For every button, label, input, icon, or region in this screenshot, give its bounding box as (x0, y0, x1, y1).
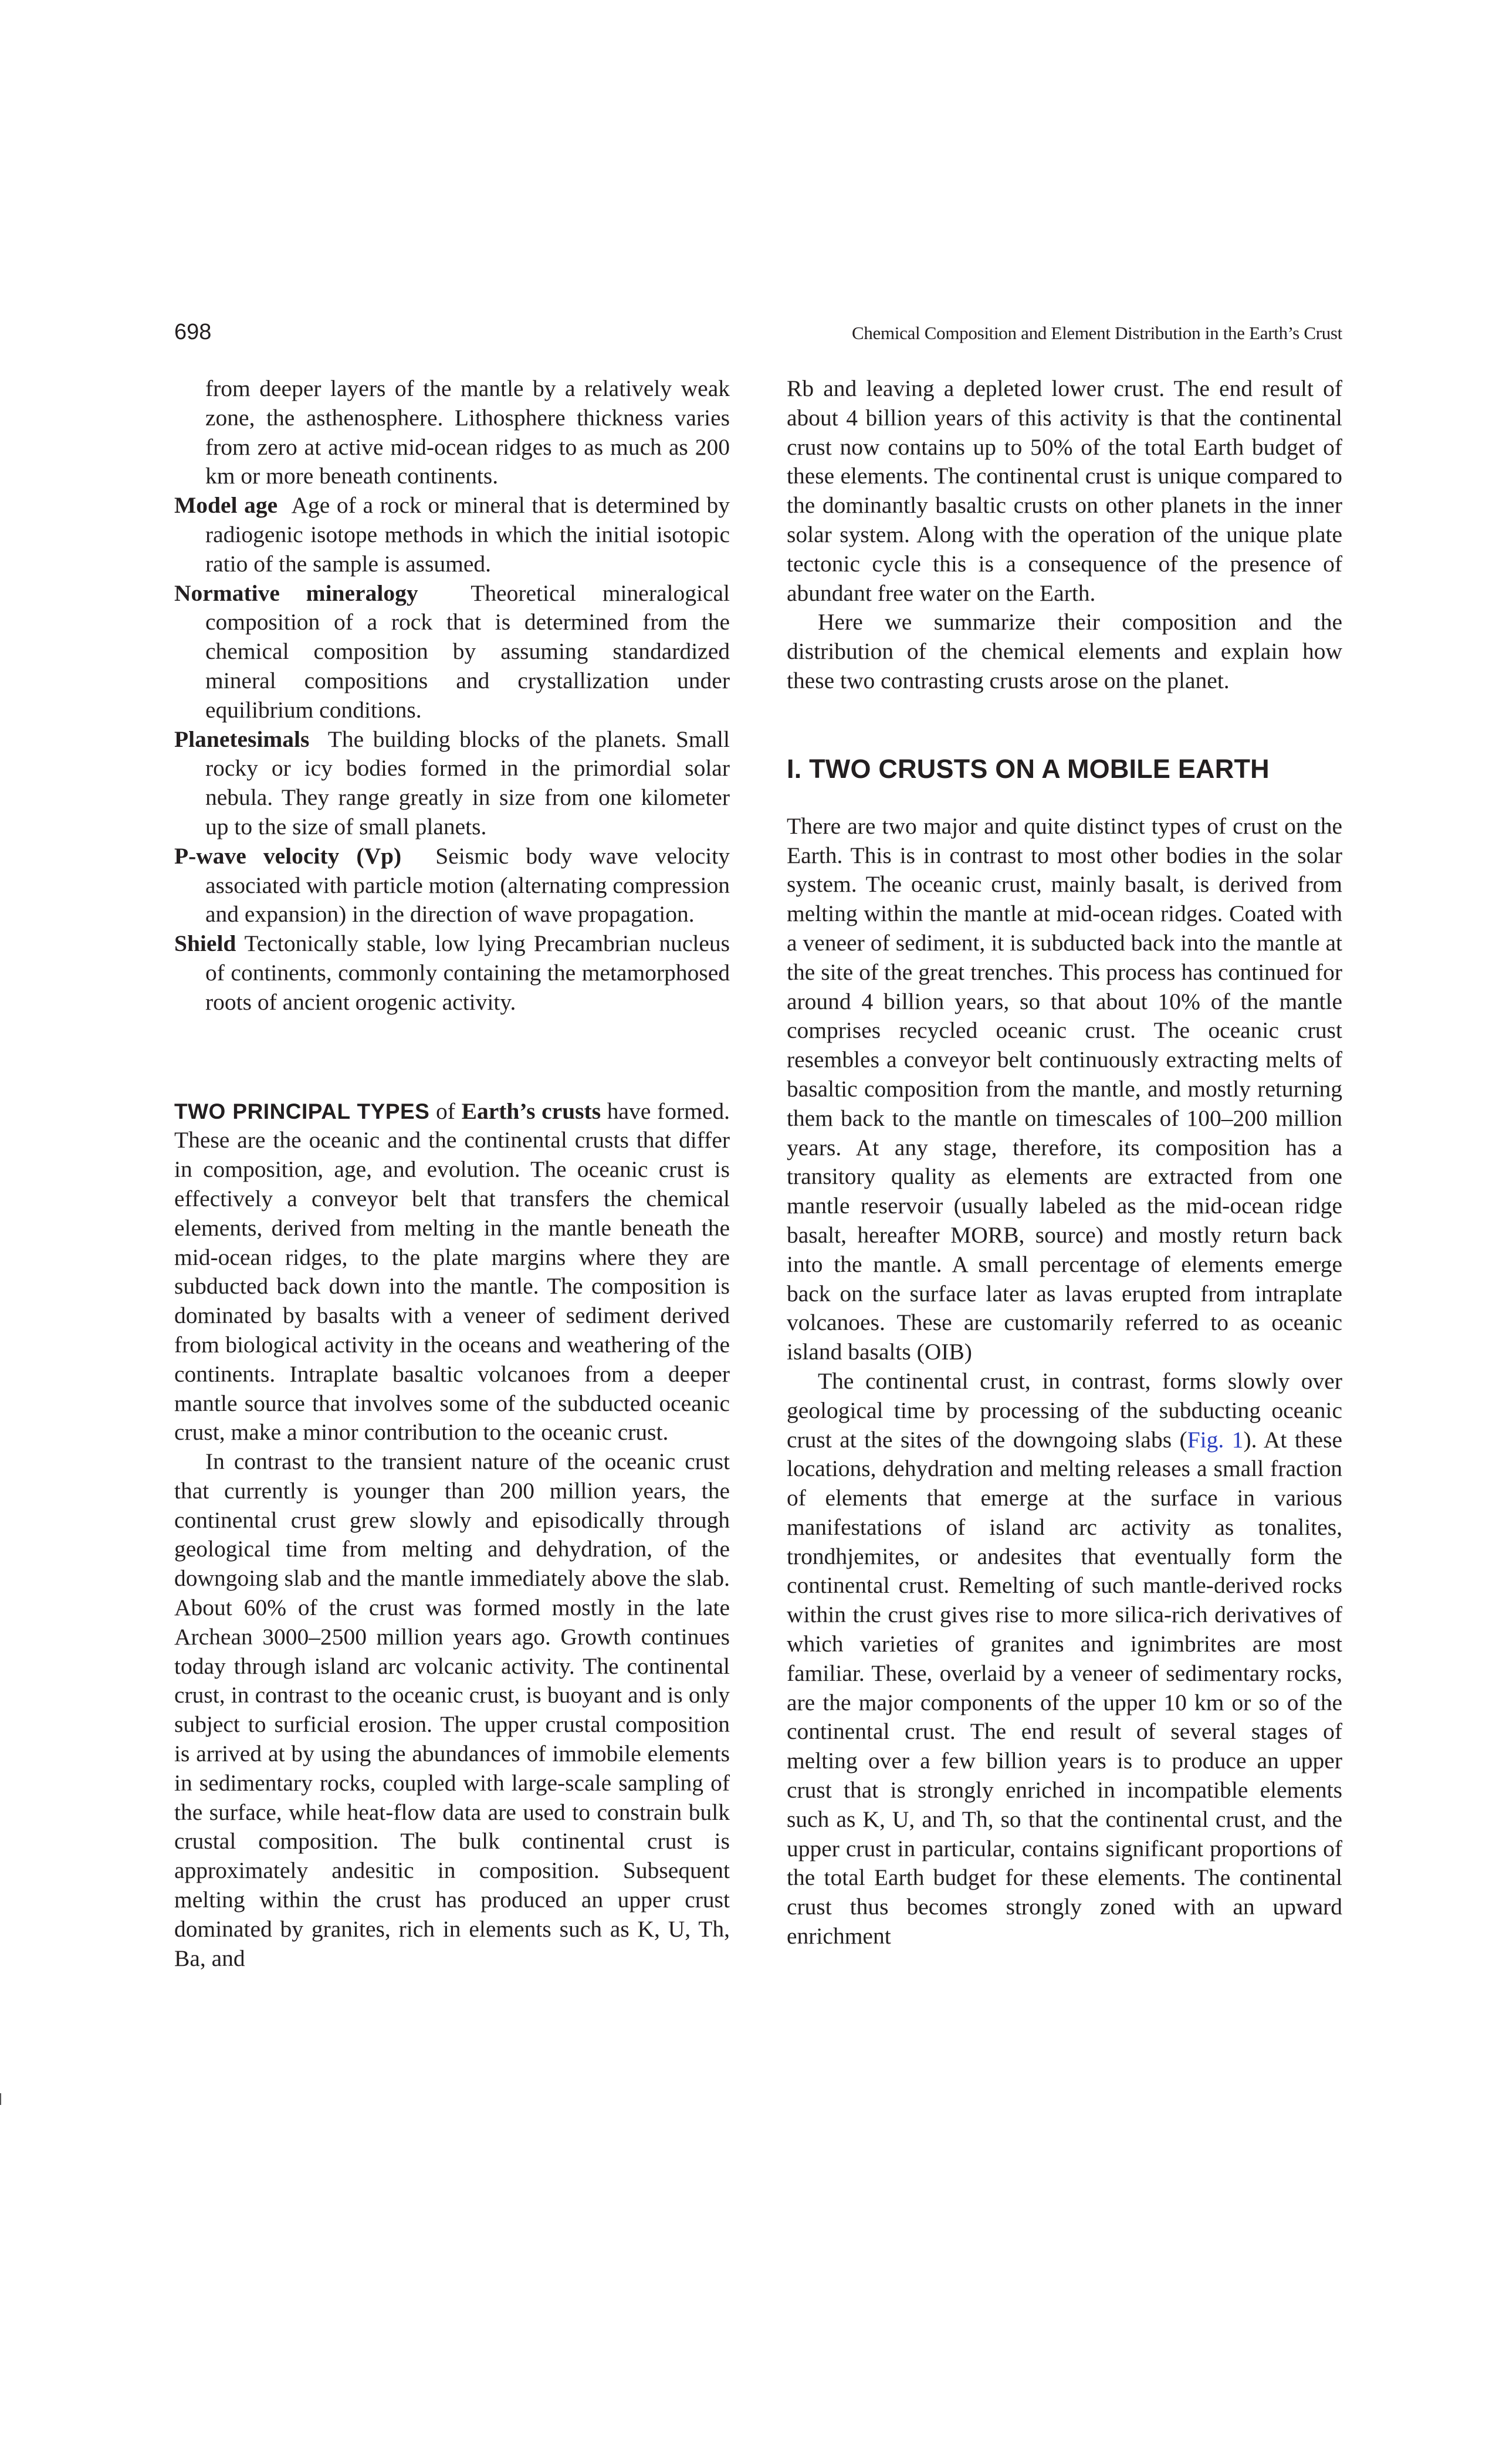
glossary-entry-shield (174, 929, 730, 1017)
intro-lead-bold: Earth’s crusts (461, 1098, 601, 1124)
section-paragraph-2-text-a: The continental crust, in contrast, forms slowly over geological time by processing of the subducting oceanic crust at the sites of the downgoing slabs ( (787, 1368, 1342, 1453)
glossary-term: Shield (174, 930, 236, 957)
intro-paragraph-1 (174, 1097, 730, 1448)
right-column (787, 374, 1342, 1951)
glossary-definition: Theoretical mineralogical composition of a rock that is determined from the chemical composition by assuming standardized mineral compositions and crystallization under equilibrium conditions. (205, 580, 730, 723)
intro-paragraph-3: Here we summarize their composition and the distribution of the chemical elements and explain how these two contrasting crusts arose on the planet. (787, 609, 1342, 693)
glossary-term: Model age (174, 492, 278, 519)
intro-lead-of: of (429, 1098, 462, 1124)
page-edge-mark (0, 2093, 1, 2105)
running-title: Chemical Composition and Element Distribution in the Earth’s Crust (851, 323, 1342, 343)
glossary-term: Normative mineralogy (174, 580, 418, 606)
intro-paragraph-2-continued: Rb and leaving a depleted lower crust. The end result of about 4 billion years of this activity is that the continental crust now contains up to 50% of the total Earth budget of these elements. The continental crust is unique compared to the dominantly basaltic crusts on other planets in the inner solar system. Along with the operation of the unique plate tectonic cycle this is a consequence of the presence of abundant free water on the Earth. (787, 375, 1342, 606)
figure-1-link[interactable]: Fig. 1 (1187, 1426, 1244, 1453)
glossary-definition: Age of a rock or mineral that is determined by radiogenic isotope methods in which the initial isotopic ratio of the sample is assumed. (205, 492, 730, 577)
glossary-definition: Tectonically stable, low lying Precambrian nucleus of continents, commonly containing the metamorphosed roots of ancient orogenic activity. (205, 930, 730, 1015)
section-paragraph-1: There are two major and quite distinct types of crust on the Earth. This is in contrast to most other bodies in the solar system. The oceanic crust, mainly basalt, is derived from melting within the mantle at mid-ocean ridges. Coated with a veneer of sediment, it is subducted back into the mantle at the site of the great trenches. This process has continued for around 4 billion years, so that about 10% of the mantle comprises recycled oceanic crust. The oceanic crust resembles a conveyor belt continuously extracting melts of basaltic composition from the mantle, and mostly returning them back to the mantle on timescales of 100–200 million years. At any stage, therefore, its composition has a transitory quality as elements are extracted from one mantle reservoir (usually labeled as the mid-ocean ridge basalt, hereafter MORB, source) and mostly return back into the mantle. A small percentage of elements emerge back on the surface later as lavas erupted from intraplate volcanoes. These are customarily referred to as oceanic island basalts (OIB) (787, 813, 1342, 1365)
glossary-term: Planetesimals (174, 726, 310, 752)
glossary-entry-normative-mineralogy (174, 579, 730, 725)
section-heading: I. TWO CRUSTS ON A MOBILE EARTH (787, 753, 1270, 784)
glossary-definition: Seismic body wave velocity associated with particle motion (alternating compression and expansion) in the direction of wave propagation. (205, 842, 730, 928)
glossary-definition: The building blocks of the planets. Small rocky or icy bodies formed in the primordial solar nebula. They range greatly in size from one kilometer up to the size of small planets. (205, 726, 730, 840)
section-paragraph-2 (787, 1367, 1342, 1951)
left-column (174, 374, 730, 1973)
glossary-entry-p-wave-velocity (174, 842, 730, 929)
intro-lead-caps: TWO PRINCIPAL TYPES (174, 1099, 430, 1123)
glossary-entry-model-age (174, 491, 730, 578)
glossary (174, 374, 730, 1017)
section-paragraph-2-text-b: ). At these locations, dehydration and melting releases a small fraction of elements that emerge at the surface in various manifestations of island arc activity as tonalites, trondhjemites, or andesites that eventually form the continental crust. Remelting of such mantle-derived rocks within the crust gives rise to more silica-rich derivatives of which varieties of granites and ignimbrites are most familiar. These, overlaid by a veneer of sedimentary rocks, are the major components of the upper 10 km or so of the continental crust. The end result of several stages of melting over a few billion years is to produce an upper crust that is strongly enriched in incompatible elements such as K, U, and Th, so that the continental crust, and the upper crust in particular, contains significant proportions of the total Earth budget for these elements. The continental crust thus becomes strongly zoned with an upward enrichment (787, 1426, 1342, 1949)
glossary-lithosphere-continuation: from deeper layers of the mantle by a relatively weak zone, the asthenosphere. Lithosphere thickness varies from zero at active mid-ocean ridges to as much as 200 km or more beneath continents. (205, 375, 730, 489)
intro-paragraph-1-text: have formed. These are the oceanic and the continental crusts that differ in composition, age, and evolution. The oceanic crust is effectively a conveyor belt that transfers the chemical elements, derived from melting in the mantle beneath the mid-ocean ridges, to the plate margins where they are subducted back down into the mantle. The composition is dominated by basalts with a veneer of sediment derived from biological activity in the oceans and weathering of the continents. Intraplate basaltic volcanoes from a deeper mantle source that involves some of the subducted oceanic crust, make a minor contribution to the oceanic crust. (174, 1098, 730, 1446)
page-number: 698 (174, 320, 212, 344)
glossary-term: P-wave velocity (Vp) (174, 842, 402, 869)
intro-paragraph-2: In contrast to the transient nature of the oceanic crust that currently is younger than 200 million years, the continental crust grew slowly and episodically through geological time from melting and dehydration, of the downgoing slab and the mantle immediately above the slab. About 60% of the crust was formed mostly in the late Archean 3000–2500 million years ago. Growth continues today through island arc volcanic activity. The continental crust, in contrast to the oceanic crust, is buoyant and is only subject to surficial erosion. The upper crustal composition is arrived at by using the abundances of immobile elements in sedimentary rocks, coupled with large-scale sampling of the surface, while heat-flow data are used to constrain bulk crustal composition. The bulk continental crust is approximately andesitic in composition. Subsequent melting within the crust has produced an upper crust dominated by granites, rich in elements such as K, U, Th, Ba, and (174, 1448, 730, 1971)
glossary-entry-planetesimals (174, 725, 730, 842)
